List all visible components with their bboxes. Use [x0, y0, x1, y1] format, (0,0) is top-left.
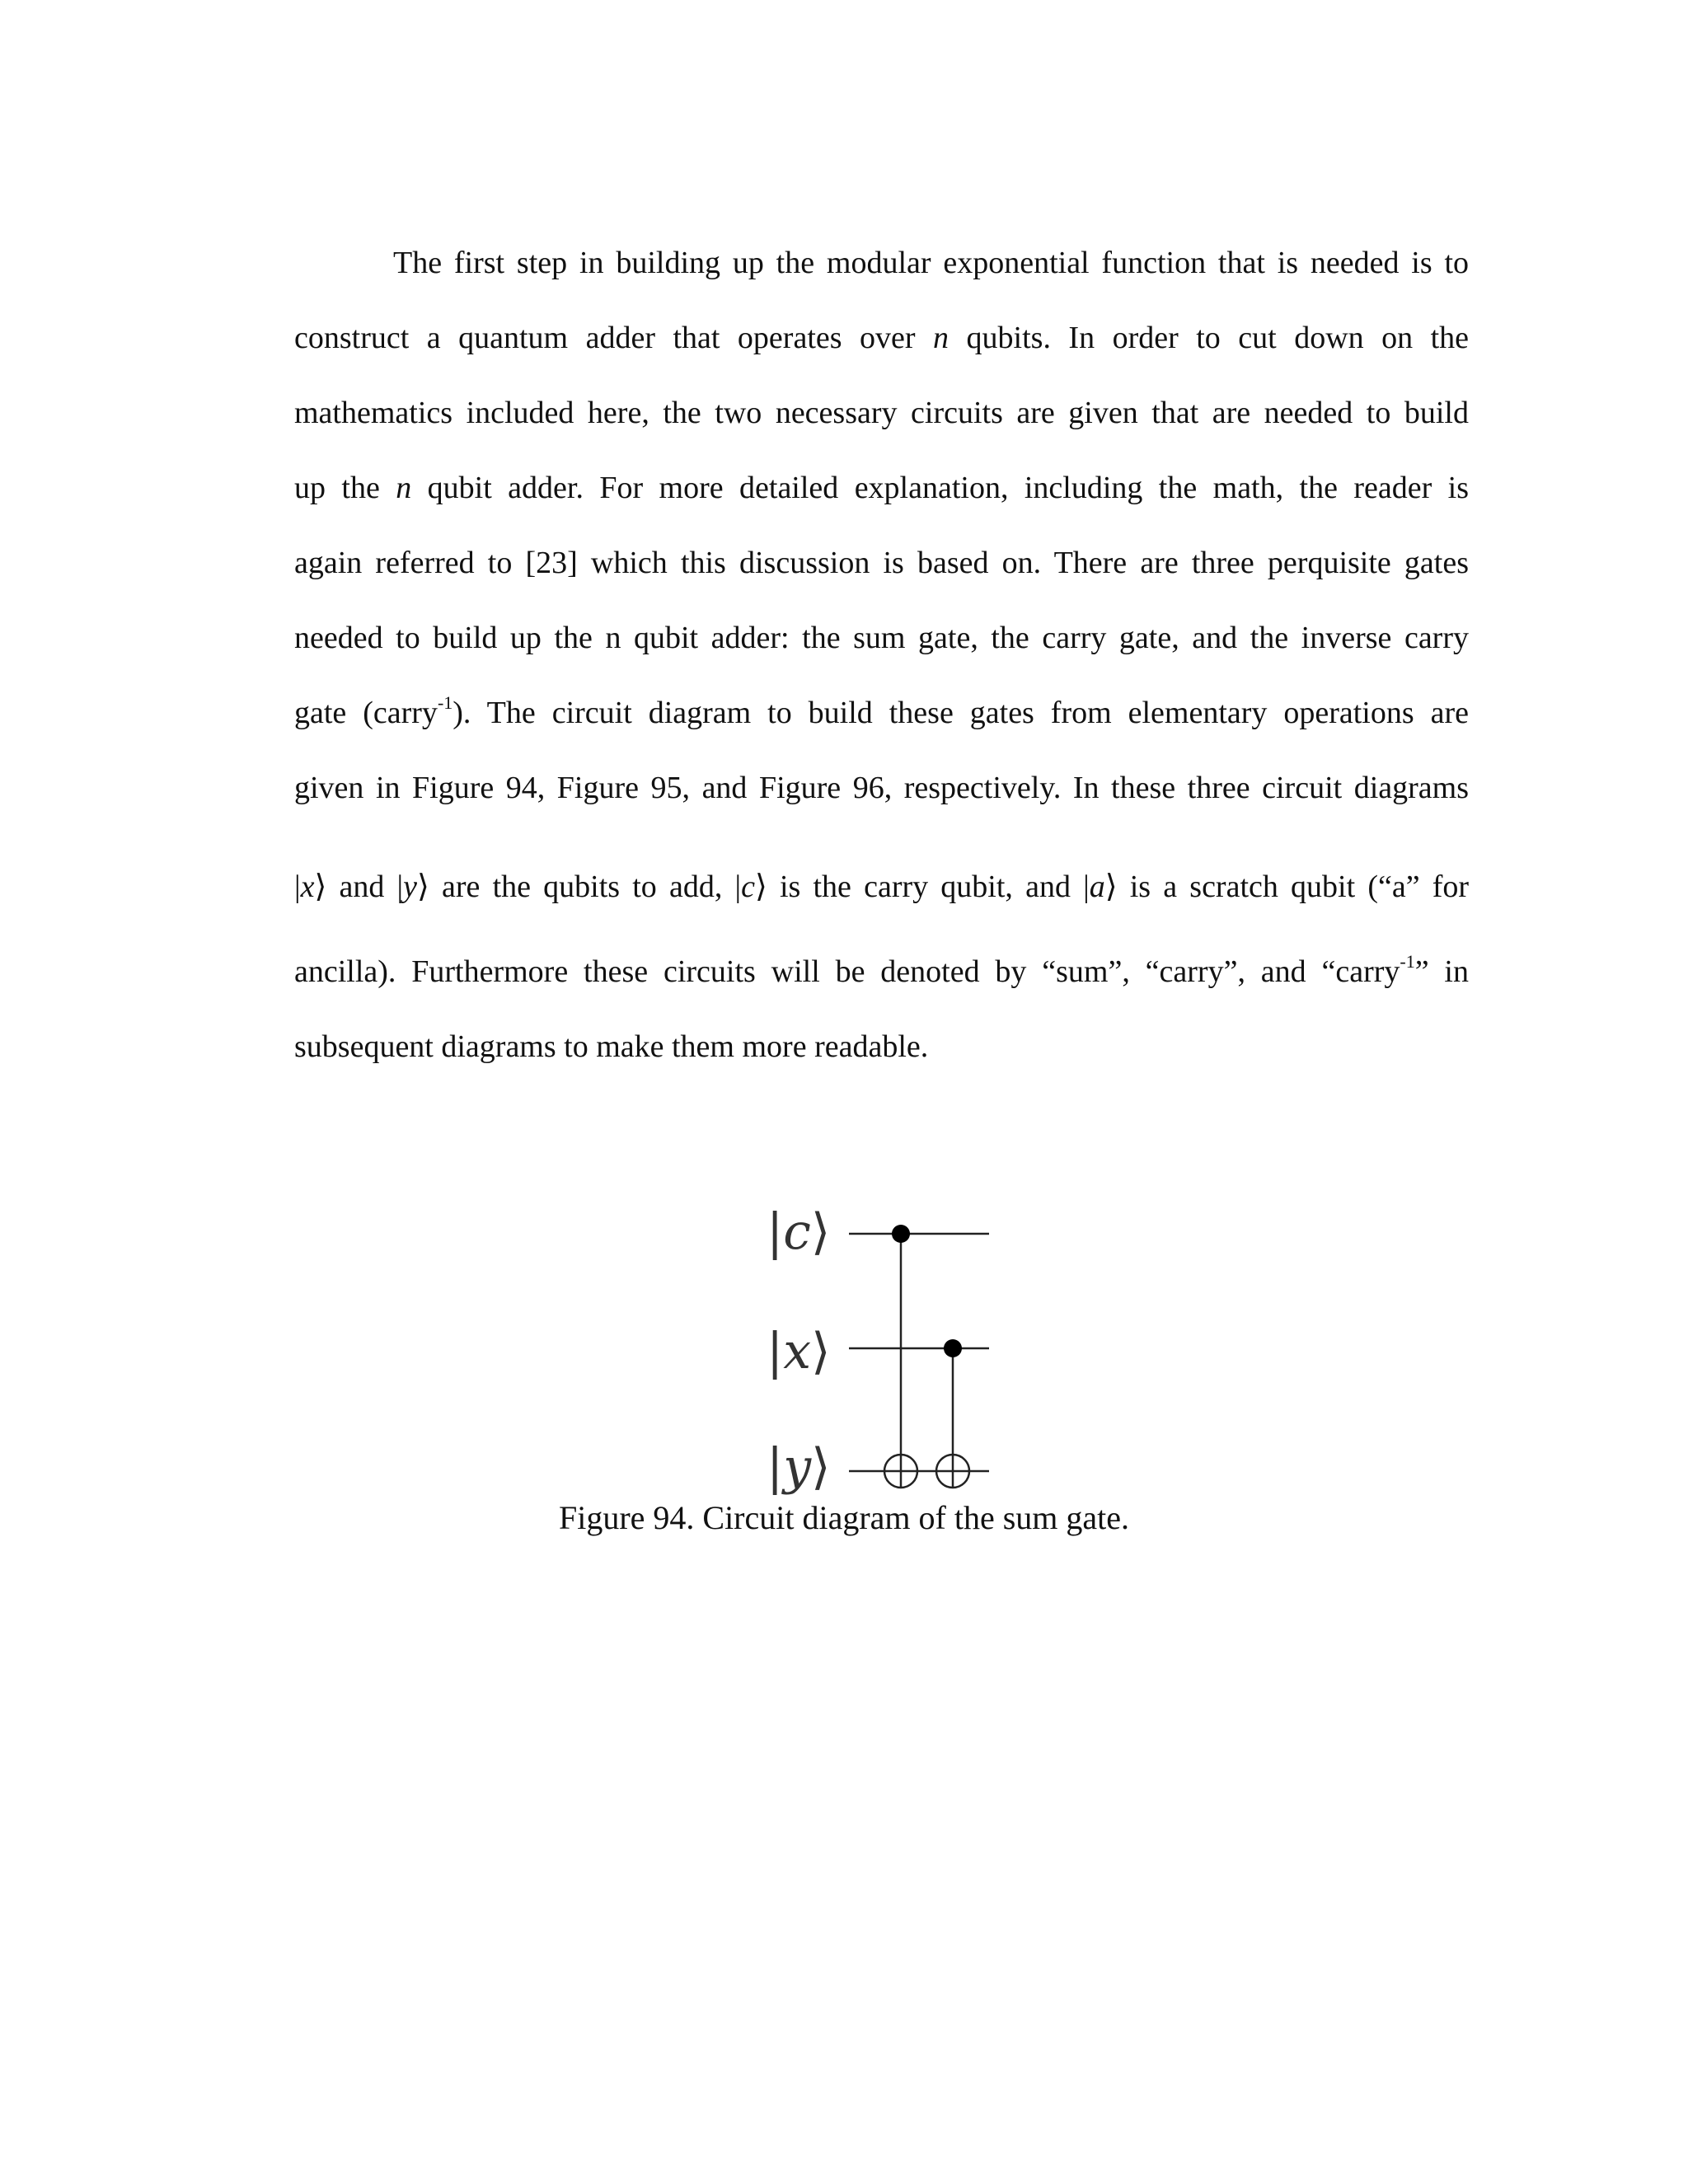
- text-segment: gate (carry$^{-1}$). The circuit diagram to build these gates from elementary operations are: [294, 692, 1469, 730]
- paragraph-line: [294, 694, 1469, 732]
- text-segment: and: [339, 869, 385, 904]
- ket-x: |x⟩: [294, 869, 327, 904]
- text-segment: ancilla). Furthermore these circuits will be denoted by “sum”, “carry”, and “carry$^{-1}$” in: [294, 951, 1469, 989]
- figure-caption: Figure 94. Circuit diagram of the sum gate.: [558, 1499, 1130, 1536]
- ket-a: |a⟩: [1083, 869, 1118, 904]
- text-segment: The first step in building up the modular exponential function that is needed is to: [393, 246, 1469, 280]
- text-segment: qubits. In order to cut down on the: [966, 321, 1470, 355]
- paragraph-line: [294, 953, 1469, 991]
- paragraph-line: [294, 469, 1469, 507]
- text-segment: needed to build up the n qubit adder: the sum gate, the carry gate, and the inverse carry: [294, 621, 1469, 655]
- text-segment: up the: [294, 471, 380, 505]
- paragraph-line: [294, 319, 1469, 357]
- ket-y: |y⟩: [396, 869, 429, 904]
- variable-n: n: [396, 471, 412, 505]
- qubit-label-y: |y⟩: [767, 1438, 831, 1496]
- text-segment: are the qubits to add,: [442, 869, 723, 904]
- paragraph-line: [294, 394, 1469, 432]
- text-segment: given in Figure 94, Figure 95, and Figure 96, respectively. In these three circuit diagrams: [294, 771, 1469, 805]
- sum-gate-circuit: [742, 1187, 1006, 1508]
- control-dot-c: [892, 1225, 910, 1243]
- paragraph-line: [294, 544, 1469, 582]
- paragraph-line: [294, 868, 1469, 906]
- circuit-svg: [742, 1187, 1006, 1508]
- text-segment: is the carry qubit, and: [779, 869, 1071, 904]
- paragraph-line: [294, 1028, 1469, 1066]
- paragraph-line: [294, 244, 1469, 282]
- text-segment: again referred to [23] which this discussion is based on. There are three perquisite gates: [294, 546, 1469, 580]
- text-segment: is a scratch qubit (“a” for: [1129, 869, 1470, 904]
- ket-c: |c⟩: [734, 869, 767, 904]
- text-segment: subsequent diagrams to make them more readable.: [294, 1029, 929, 1064]
- paragraph-line: [294, 769, 1469, 807]
- qubit-label-c: |c⟩: [767, 1203, 831, 1261]
- qubit-label-x: |x⟩: [767, 1323, 831, 1380]
- text-segment: mathematics included here, the two necessary circuits are given that are needed to build: [294, 396, 1469, 430]
- control-dot-x: [944, 1339, 962, 1357]
- text-segment: qubit adder. For more detailed explanation, including the math, the reader is: [427, 471, 1469, 505]
- superscript: -1: [1400, 951, 1415, 972]
- variable-n: n: [933, 321, 950, 355]
- paragraph-line: [294, 619, 1469, 657]
- superscript: -1: [437, 692, 453, 714]
- text-segment: construct a quantum adder that operates over: [294, 321, 916, 355]
